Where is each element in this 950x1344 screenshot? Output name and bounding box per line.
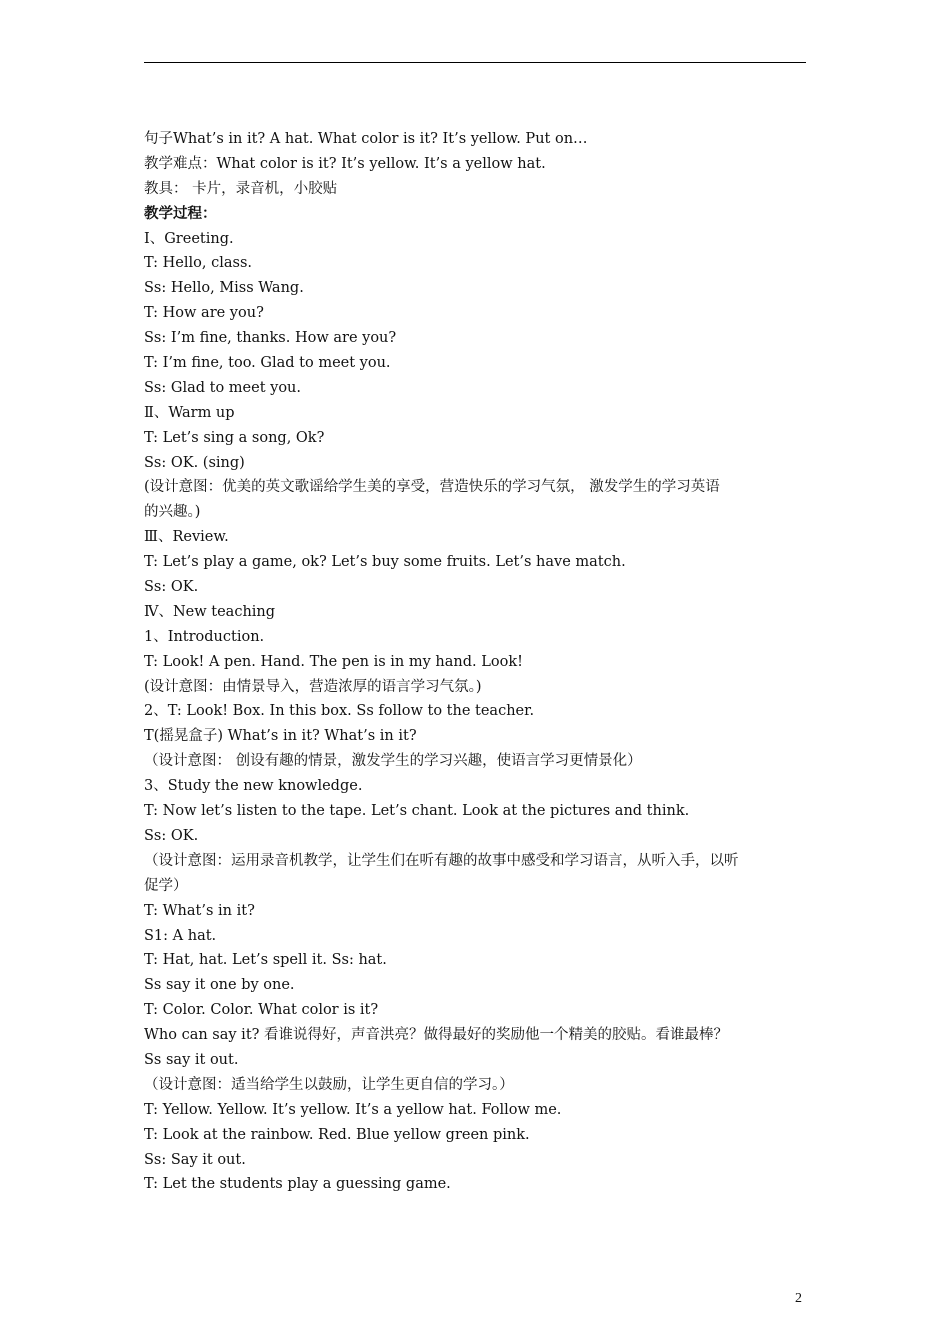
text-line: T: Color. Color. What color is it?	[144, 1002, 379, 1019]
text-line: 教具： 卡片，录音机，小胶贴	[144, 180, 338, 197]
text-line: 3、Study the new knowledge.	[144, 778, 363, 795]
text-line: Ss say it out.	[144, 1051, 239, 1068]
text-line: Ss: Say it out.	[144, 1151, 246, 1168]
text-line: 句子What’s in it? A hat. What color is it? It’s yellow. Put on…	[144, 131, 588, 147]
page-number: 2	[795, 1291, 802, 1306]
text-line: 教学难点：What color is it? It’s yellow. It’s a yellow hat.	[144, 155, 546, 172]
text-line: （设计意图：运用录音机教学，让学生们在听有趣的故事中感受和学习语言，从听入手，以听	[144, 852, 739, 869]
text-line: Ⅳ、New teaching	[144, 603, 276, 620]
text-line: Ss: OK.	[144, 579, 199, 596]
text-line: Ⅰ、Greeting.	[144, 230, 234, 247]
text-line: T: Now let’s listen to the tape. Let’s chant. Look at the pictures and think.	[144, 803, 690, 820]
text-line: T: Let the students play a guessing game.	[144, 1176, 451, 1193]
text-line: T(摇晃盒子) What’s in it? What’s in it?	[144, 728, 417, 745]
text-line: Ss: Glad to meet you.	[144, 379, 302, 396]
text-line: （设计意图： 创设有趣的情景，激发学生的学习兴趣，使语言学习更情景化）	[144, 753, 642, 770]
header-rule	[144, 62, 806, 63]
text-line: T: Let’s sing a song, Ok?	[144, 429, 325, 446]
document-body	[144, 127, 808, 1197]
text-line: (设计意图：优美的英文歌谣给学生美的享受，营造快乐的学习气氛， 激发学生的学习英语	[144, 479, 720, 496]
text-line: T: What’s in it?	[144, 902, 255, 919]
text-line: 教学过程：	[144, 204, 217, 222]
text-line: 促学）	[144, 877, 188, 894]
text-line: T: How are you?	[144, 305, 264, 322]
text-line: T: Yellow. Yellow. It’s yellow. It’s a yellow hat. Follow me.	[144, 1101, 562, 1118]
text-line: Ⅲ、Review.	[144, 529, 229, 546]
text-line: Ss: Hello, Miss Wang.	[144, 280, 304, 297]
text-line: Ss: OK.	[144, 827, 199, 844]
text-line: 1、Introduction.	[144, 628, 265, 645]
text-line: 2、T: Look! Box. In this box. Ss follow to the teacher.	[144, 703, 535, 720]
text-line: Ss: OK. (sing)	[144, 454, 245, 471]
text-line: T: Look at the rainbow. Red. Blue yellow green pink.	[144, 1126, 530, 1143]
text-line: Ss say it one by one.	[144, 977, 295, 994]
text-line: S1: A hat.	[144, 927, 217, 944]
text-line: Who can say it? 看谁说得好，声音洪亮？做得最好的奖励他一个精美的胶贴。看谁最棒？	[144, 1027, 729, 1044]
text-line: （设计意图：适当给学生以鼓励，让学生更自信的学习。）	[144, 1076, 514, 1093]
text-line: T: I’m fine, too. Glad to meet you.	[144, 355, 391, 372]
text-line: Ss: I’m fine, thanks. How are you?	[144, 330, 397, 347]
text-line: T: Look! A pen. Hand. The pen is in my hand. Look!	[144, 653, 523, 670]
text-line: T: Hello, class.	[144, 255, 252, 272]
text-line: T: Let’s play a game, ok? Let’s buy some fruits. Let’s have match.	[144, 554, 626, 571]
text-line: 的兴趣。)	[144, 504, 201, 521]
text-line: (设计意图：由情景导入，营造浓厚的语言学习气氛。)	[144, 678, 482, 695]
text-line: Ⅱ、Warm up	[144, 404, 235, 421]
text-line: T: Hat, hat. Let’s spell it. Ss: hat.	[144, 952, 387, 969]
